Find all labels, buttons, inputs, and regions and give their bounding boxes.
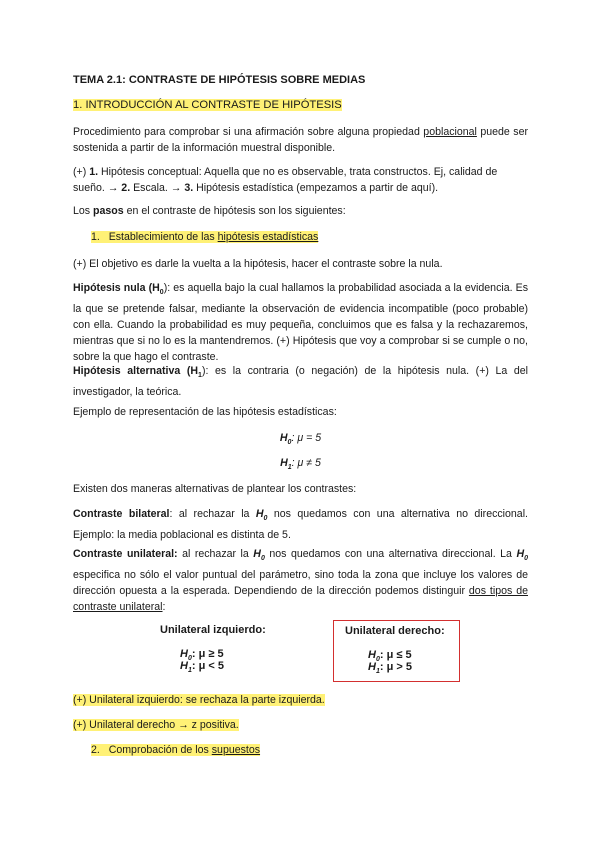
note-left-tail: (+) Unilateral izquierdo: se rechaza la parte izquierda. xyxy=(73,694,325,706)
right-tail-h0: $H_0$: μ ≤ 5 xyxy=(368,649,412,664)
example-text: Ejemplo de representación de las hipótesis estadísticas: xyxy=(73,406,337,418)
steps-intro: Los pasos en el contraste de hipótesis son los siguientes: xyxy=(73,205,346,217)
step-1-label: 1. Establecimiento de las hipótesis estadísticas xyxy=(91,231,319,243)
left-tail-h1: $H_1$: μ < 5 xyxy=(180,660,224,675)
intro-paragraph: Procedimiento para comprobar si una afirmación sobre alguna propiedad poblacional puede ser sostenida a partir de la información muestral disponible. xyxy=(73,126,528,154)
note-right-tail: (+) Unilateral derecho → z positiva. xyxy=(73,719,239,731)
unilateral-figure xyxy=(140,620,460,682)
plus-paragraph: (+) 1. Hipótesis conceptual: Aquella que no es observable, trata constructos. Ej, calidad de sueño. → 2. Escala. → 3. Hipótesis estadística (empezamos a partir de aquí). xyxy=(73,166,498,194)
step-2-heading xyxy=(73,742,528,758)
h1-paragraph: Hipótesis alternativa $(H_1)$: es la contraria (o negación) de la hipótesis nula. (+) La del investigador, la teórica. xyxy=(73,365,528,399)
bilateral-paragraph: Contraste bilateral: al rechazar la $H_0$ nos quedamos con una alternativa no direccional. Ejemplo: la media poblacional es distinta de 5. xyxy=(73,508,528,542)
ways-text: Existen dos maneras alternativas de plantear los contrastes: xyxy=(73,483,357,495)
right-tail-title: Unilateral derecho: xyxy=(345,625,445,637)
h0-paragraph: Hipótesis nula $(H_0)$: es aquella bajo la cual hallamos la probabilidad asociada a la evidencia. Es la que se pretende falsar, mediante la observación de evidencia incompatible (poco probable) con ella. Cuando la probabilidad es muy pequeña, concluimos que es falsa y la rechazaremos, mientras que si no lo es la mantendremos. (+) Hipótesis que voy a comprobar si se cumple o no, sobre la que hago el contraste. xyxy=(73,282,528,364)
section-heading: 1. INTRODUCCIÓN AL CONTRASTE DE HIPÓTESIS xyxy=(73,99,342,111)
step-2-label: 2. Comprobación de los supuestos xyxy=(91,744,261,756)
left-tail-h0: $H_0$: μ ≥ 5 xyxy=(180,648,224,663)
equation-h0: $H_0$: μ = 5 xyxy=(279,432,322,447)
objective-text: (+) El objetivo es darle la vuelta a la hipótesis, hacer el contraste sobre la nula. xyxy=(73,258,443,270)
right-tail-h1: $H_1$: μ > 5 xyxy=(368,661,412,676)
page-title: TEMA 2.1: CONTRASTE DE HIPÓTESIS SOBRE MEDIAS xyxy=(73,74,366,86)
left-tail-box xyxy=(140,620,280,680)
right-tail-box xyxy=(333,620,460,682)
equation-h1: $H_1$: μ ≠ 5 xyxy=(280,457,321,472)
left-tail-title: Unilateral izquierdo: xyxy=(160,624,266,636)
step-1-heading xyxy=(73,229,528,245)
unilateral-paragraph: Contraste unilateral: al rechazar la $H_0$ nos quedamos con una alternativa direccional. La $H_0$ especifica no sólo el valor puntual del parámetro, sino toda la zona que incluye los valores de dirección opuesta a la esperada. Dependiendo de la dirección podemos distinguir dos tipos de contraste unilateral: xyxy=(73,548,528,614)
